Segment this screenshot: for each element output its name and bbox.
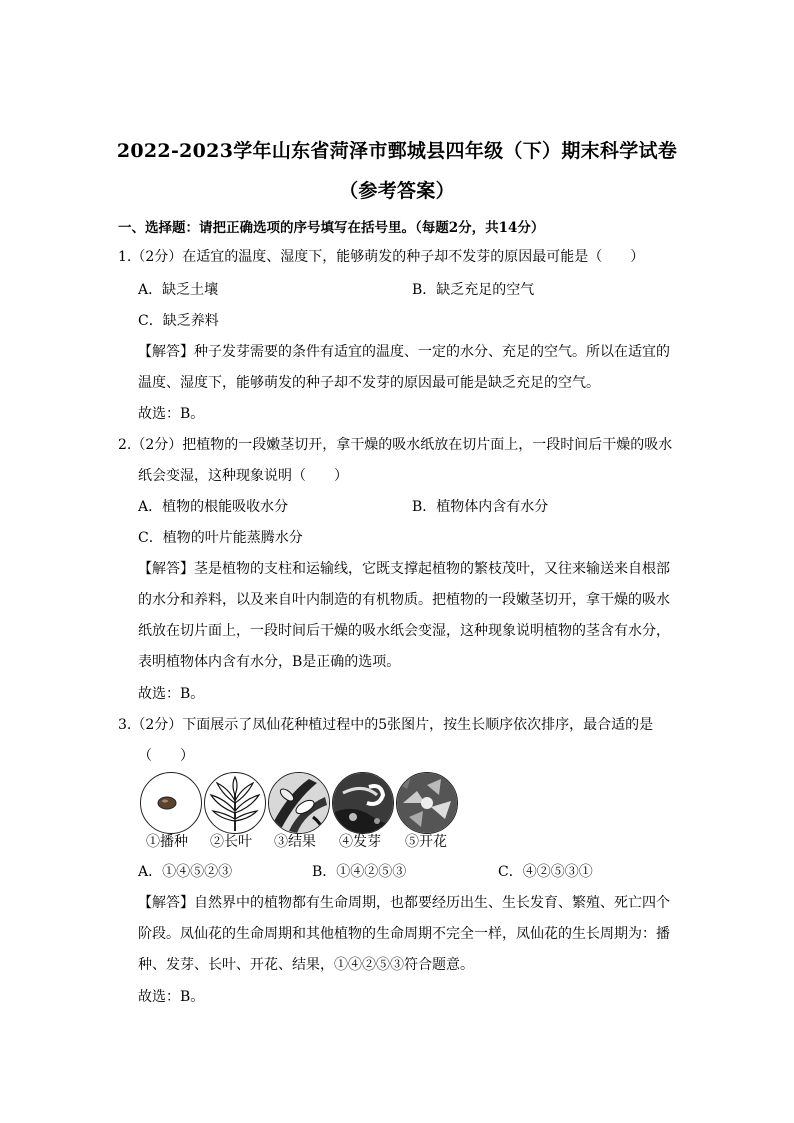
q2-option-c: C．植物的叶片能蒸腾水分	[138, 530, 303, 546]
seed-image	[140, 772, 202, 834]
q1-stem: 1.（2分）在适宜的温度、湿度下，能够萌发的种子却不发芽的原因最可能是（ ）	[118, 249, 645, 265]
q3-option-b: B．①④②⑤③	[312, 864, 407, 880]
page-title: 2022-2023学年山东省菏泽市鄄城县四年级（下）期末科学试卷	[116, 140, 678, 162]
q2-stem-line-1: 2.（2分）把植物的一段嫩茎切开，拿干燥的吸水纸放在切片面上，一段时间后干燥的吸水	[118, 437, 673, 453]
q1-option-b: B．缺乏充足的空气	[412, 282, 535, 298]
q3-stem-line-2: （ ）	[138, 748, 194, 764]
leaf-growth-image	[204, 772, 266, 834]
q1-option-a: A．缺乏土壤	[138, 282, 219, 298]
section-heading: 一、选择题：请把正确选项的序号填写在括号里。（每题2分，共14分）	[118, 220, 545, 236]
q1-option-c: C．缺乏养料	[138, 313, 219, 329]
fruit-image	[268, 772, 330, 834]
q3-choice: 故选：B。	[138, 989, 205, 1005]
plant-growth-images	[140, 772, 470, 832]
q2-answer-line-2: 的水分和养料，以及来自叶内制造的有机物质。把植物的一段嫩茎切开，拿干燥的吸水	[138, 592, 670, 608]
caption-flower: ⑤开花	[405, 834, 447, 850]
q1-answer-line-1: 【解答】种子发芽需要的条件有适宜的温度、一定的水分、充足的空气。所以在适宜的	[138, 344, 670, 360]
q2-stem-line-2: 纸会变湿，这种现象说明（ ）	[138, 468, 348, 484]
q3-option-c: C．④②⑤③①	[498, 864, 593, 880]
q2-answer-line-3: 纸放在切片面上，一段时间后干燥的吸水纸会变湿，这种现象说明植物的茎含有水分，	[138, 623, 670, 639]
q3-answer-line-2: 阶段。凤仙花的生命周期和其他植物的生命周期不完全一样，凤仙花的生长周期为：播	[138, 926, 670, 942]
caption-fruit: ③结果	[274, 834, 316, 850]
q1-choice: 故选：B。	[138, 406, 205, 422]
q2-answer-line-4: 表明植物体内含有水分，B是正确的选项。	[138, 654, 401, 670]
q2-answer-line-1: 【解答】茎是植物的支柱和运输线，它既支撑起植物的繁枝茂叶，又往来输送来自根部	[138, 561, 670, 577]
q3-answer-line-3: 种、发芽、长叶、开花、结果，①④②⑤③符合题意。	[138, 957, 474, 973]
q3-stem-line-1: 3.（2分）下面展示了凤仙花种植过程中的5张图片，按生长顺序依次排序，最合适的是	[118, 717, 654, 733]
sprout-image	[332, 772, 394, 834]
caption-leaves: ②长叶	[210, 834, 252, 850]
q2-choice: 故选：B。	[138, 686, 205, 702]
q3-answer-line-1: 【解答】自然界中的植物都有生命周期，也都要经历出生、生长发育、繁殖、死亡四个	[138, 895, 670, 911]
q3-option-a: A．①④⑤②③	[138, 864, 233, 880]
caption-sowing: ①播种	[146, 834, 188, 850]
q2-option-b: B．植物体内含有水分	[412, 499, 549, 515]
q1-answer-line-2: 温度、湿度下，能够萌发的种子却不发芽的原因最可能是缺乏充足的空气。	[138, 375, 600, 391]
caption-sprout: ④发芽	[339, 834, 381, 850]
page-subtitle: （参考答案）	[339, 180, 455, 202]
q2-option-a: A．植物的根能吸收水分	[138, 499, 289, 515]
flower-image	[396, 772, 458, 834]
